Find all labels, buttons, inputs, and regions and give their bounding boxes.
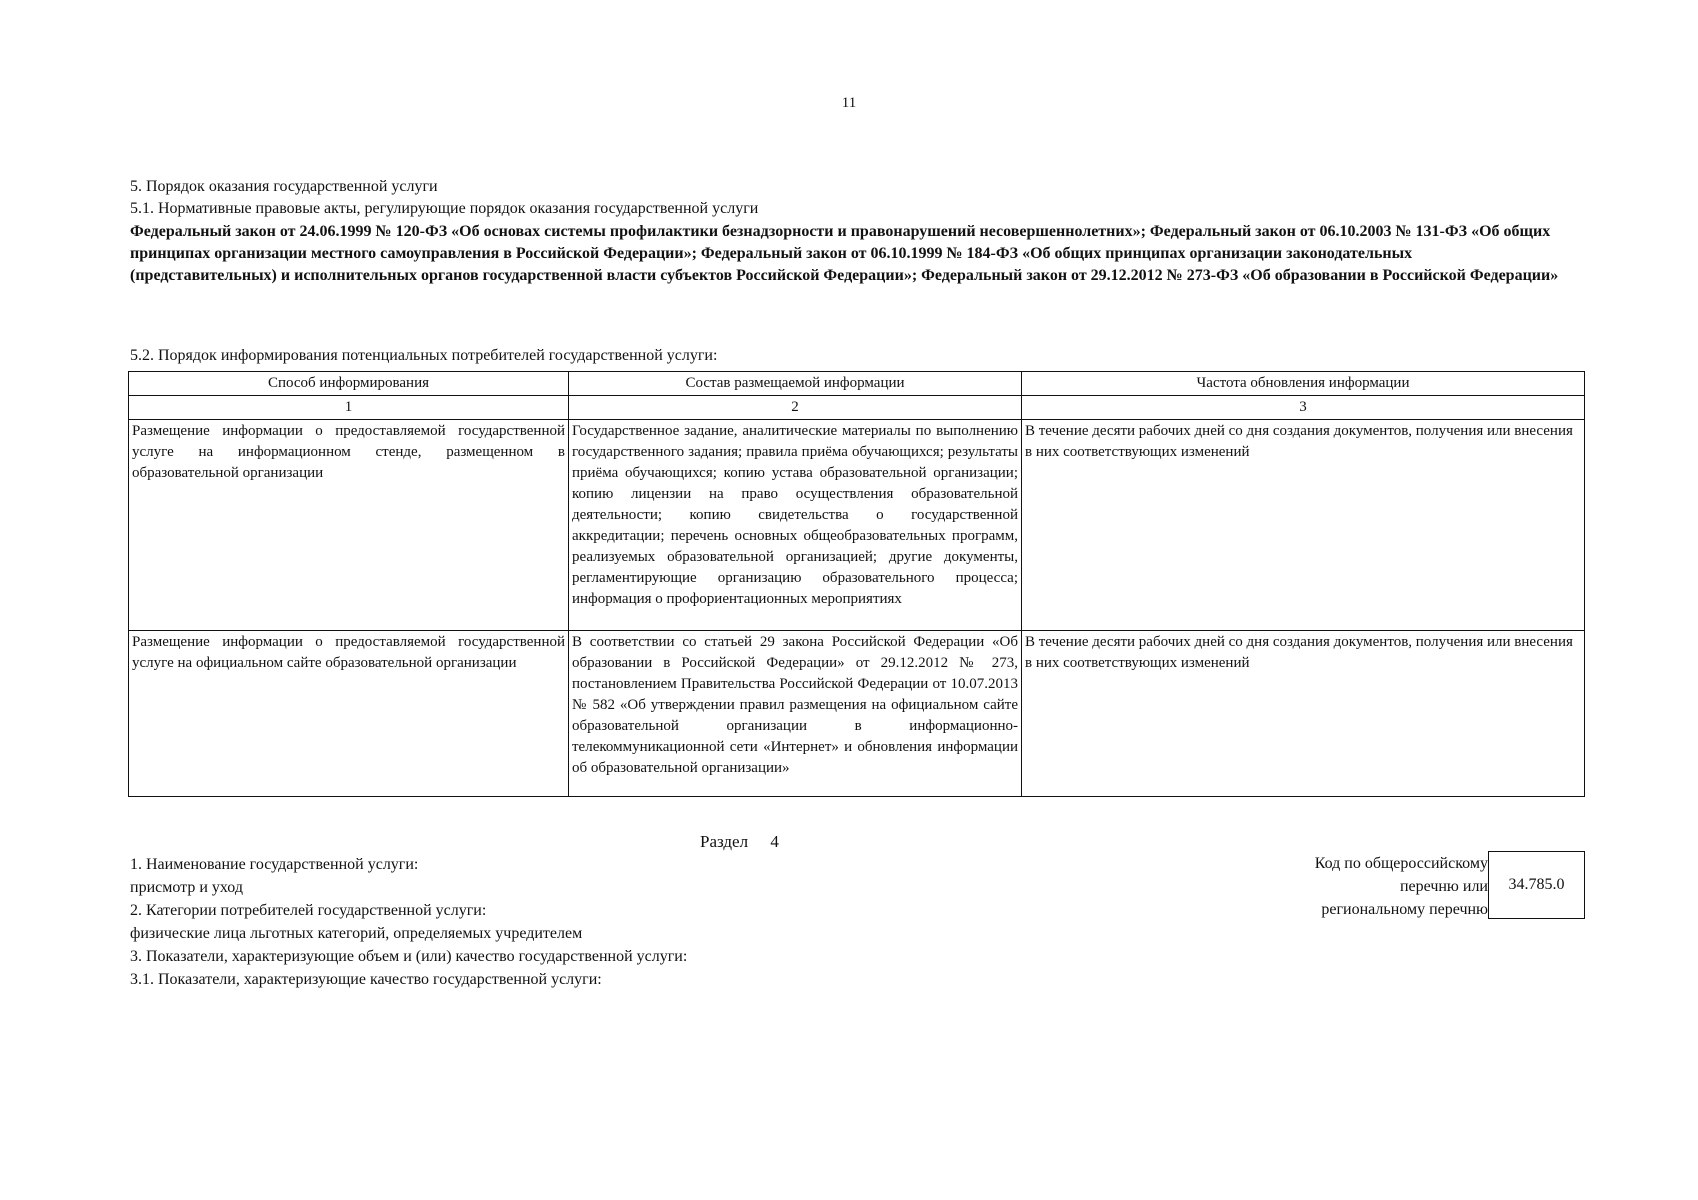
table-number-row: [129, 396, 1585, 420]
service-code-box: 34.785.0: [1488, 851, 1585, 919]
code-label-line: региональному перечню: [1321, 901, 1488, 918]
consumers-label: 2. Категории потребителей государственной услуги:: [130, 902, 487, 919]
laws-text: Федеральный закон от 24.06.1999 № 120-ФЗ «Об основах системы профилактики безнадзорности и правонарушений несовершеннолетних»; Федеральный закон от 06.10.2003 № 131-ФЗ «Об общих принципах организации местного самоуправления в Российской Федерации»; Федеральный закон от 06.10.1999 № 184-ФЗ «Об общих принципах организации законодательных (представительных) и исполнительных органов государственной власти субъектов Российской Федерации»; Федеральный закон от 29.12.2012 № 273-ФЗ «Об образовании в Российской Федерации»: [130, 223, 1559, 284]
table-header-frequency: Частота обновления информации: [1022, 372, 1585, 396]
row-frequency: В течение десяти рабочих дней со дня создания документов, получения или внесения в них соответствующих изменений: [1022, 631, 1585, 797]
table-row: [129, 420, 1585, 631]
column-number: 2: [569, 396, 1022, 420]
section-5-1-heading: 5.1. Нормативные правовые акты, регулирующие порядок оказания государственной услуги: [130, 200, 759, 217]
column-number: 1: [129, 396, 569, 420]
table-header-content: Состав размещаемой информации: [569, 372, 1022, 396]
quality-indicators-label: 3.1. Показатели, характеризующие качество государственной услуги:: [130, 971, 602, 988]
service-name-label: 1. Наименование государственной услуги:: [130, 856, 419, 873]
row-frequency: В течение десяти рабочих дней со дня создания документов, получения или внесения в них соответствующих изменений: [1022, 420, 1585, 631]
column-number: 3: [1022, 396, 1585, 420]
table-row: [129, 631, 1585, 797]
table-header-method: Способ информирования: [129, 372, 569, 396]
table-header-row: [129, 372, 1585, 396]
row-method: Размещение информации о предоставляемой государственной услуге на информационном стенде, размещенном в образовательной организации: [129, 420, 569, 631]
page-number: 11: [841, 95, 857, 111]
row-method: Размещение информации о предоставляемой государственной услуге на официальном сайте образовательной организации: [129, 631, 569, 797]
row-content: Государственное задание, аналитические материалы по выполнению государственного задания; правила приёма обучающихся; результаты приёма обучающихся; копию устава образовательной организации; копию лицензии на право осуществления образовательной деятельности; копию свидетельства о государственной аккредитации; перечень основных общеобразовательных программ, реализуемых образовательной организацией; другие документы, регламентирующие организацию образовательного процесса; информация о профориентационных мероприятиях: [569, 420, 1022, 631]
row-content: В соответствии со статьей 29 закона Российской Федерации «Об образовании в Российской Федерации» от 29.12.2012 № 273, постановлением Правительства Российской Федерации от 10.07.2013 № 582 «Об утверждении правил размещения на официальном сайте образовательной организации в информационно-телекоммуникационной сети «Интернет» и обновления информации об образовательной организации»: [569, 631, 1022, 797]
section-5-2-heading: 5.2. Порядок информирования потенциальных потребителей государственной услуги:: [130, 347, 718, 364]
service-name: присмотр и уход: [130, 879, 243, 896]
section-5-heading: 5. Порядок оказания государственной услуги: [130, 178, 438, 195]
section-title: [700, 832, 779, 852]
code-label-line: перечню или: [1399, 878, 1488, 895]
section-number: 4: [770, 832, 779, 851]
code-labels: [1315, 852, 1488, 921]
consumers-value: физические лица льготных категорий, определяемых учредителем: [130, 925, 583, 942]
code-label-line: Код по общероссийскому: [1314, 855, 1488, 872]
section-label: Раздел: [700, 832, 749, 851]
informing-table: [128, 371, 1585, 797]
indicators-label: 3. Показатели, характеризующие объем и (или) качество государственной услуги:: [130, 948, 688, 965]
